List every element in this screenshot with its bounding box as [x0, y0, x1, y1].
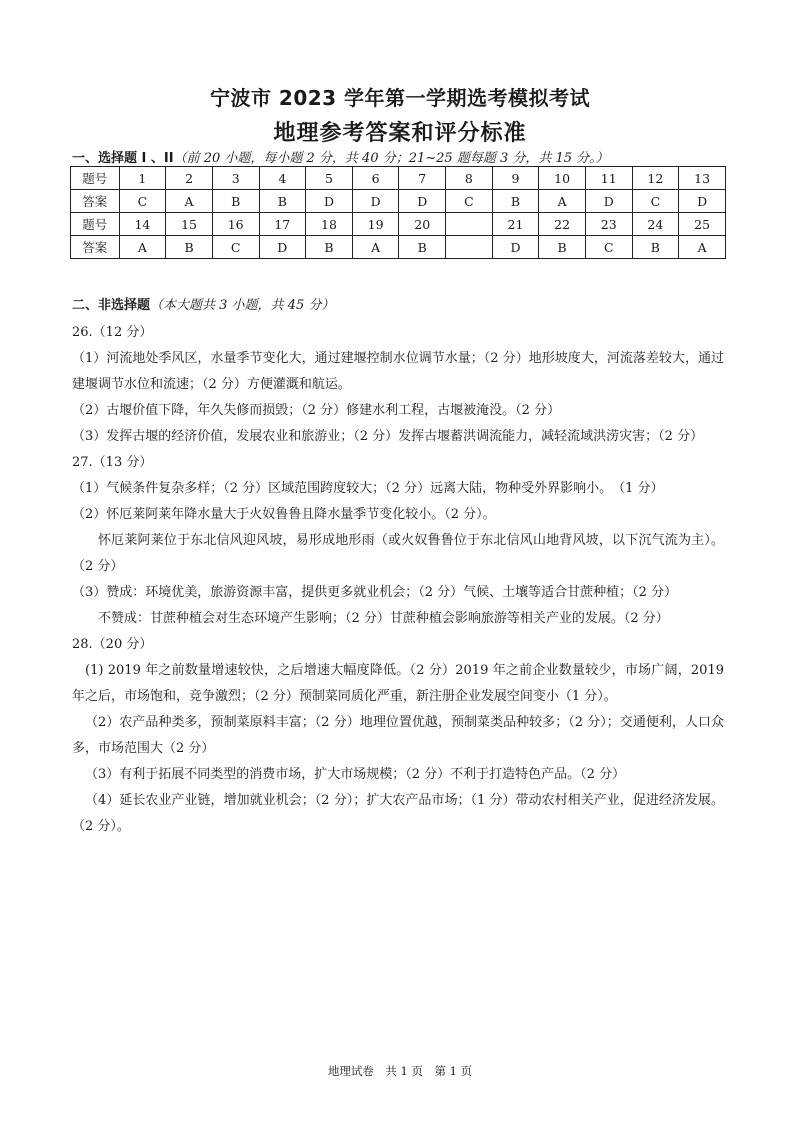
table-cell: D: [259, 236, 306, 259]
table-cell: 25: [679, 213, 726, 236]
table-cell: 3: [212, 167, 259, 190]
page-footer: 地理试卷 共 1 页 第 1 页: [327, 1064, 473, 1078]
table-cell: 10: [539, 167, 586, 190]
table-cell: D: [585, 190, 632, 213]
answer-paragraph: （1）河流地处季风区，水量季节变化大，通过建堰控制水位调节水量；（2 分）地形坡度大，河流落差较大，通过建堰调节水位和流速；（2 分）方便灌溉和航运。: [72, 351, 724, 392]
table-cell: C: [632, 190, 679, 213]
table-cell: B: [492, 190, 539, 213]
table-cell: 15: [166, 213, 213, 236]
table-cell: 9: [492, 167, 539, 190]
table-cell: 20: [399, 213, 446, 236]
table-cell: D: [679, 190, 726, 213]
answer-paragraph: （2）农产品种类多，预制菜原料丰富；（2 分）地理位置优越，预制菜类品种较多；（2 分）；交通便利，人口众多，市场范围大（2 分）: [72, 715, 724, 756]
table-cell: 答案: [71, 236, 120, 259]
answer-paragraph: (1) 2019 年之前数量增速较快，之后增速大幅度降低。（2 分）2019 年之前企业数量较少，市场广阔，2019 年之后，市场饱和，竞争激烈；（2 分）预制菜同质化严重，新注册企业发展空间变小（1 分）。: [72, 663, 724, 704]
table-cell: [446, 236, 493, 259]
table-cell: 13: [679, 167, 726, 190]
section1-heading: [72, 147, 609, 166]
table-row: [71, 167, 726, 190]
answer-paragraph: （2）古堰价值下降，年久失修而损毁；（2 分）修建水利工程，古堰被淹没。（2 分）: [72, 403, 561, 418]
table-cell: 12: [632, 167, 679, 190]
table-row: [71, 190, 726, 213]
table-cell: 17: [259, 213, 306, 236]
table-cell: B: [632, 236, 679, 259]
table-cell: 4: [259, 167, 306, 190]
answer-paragraph: （4）延长农业产业链，增加就业机会；（2 分）；扩大农产品市场；（1 分）带动农村相关产业，促进经济发展。（2 分）。: [72, 793, 724, 834]
table-cell: A: [539, 190, 586, 213]
answer-paragraph: （3）赞成：环境优美，旅游资源丰富，提供更多就业机会；（2 分）气候、土壤等适合甘蔗种植；（2 分）: [72, 585, 678, 600]
table-cell: B: [212, 190, 259, 213]
table-cell: 22: [539, 213, 586, 236]
exam-title: 宁波市 2023 学年第一学期选考模拟考试: [209, 86, 591, 110]
table-cell: D: [399, 190, 446, 213]
table-cell: A: [679, 236, 726, 259]
table-cell: [446, 213, 493, 236]
section1-note: （前 20 小题，每小题 2 分，共 40 分；21~25 题每题 3 分，共 15 分。）: [173, 151, 609, 166]
table-cell: D: [492, 236, 539, 259]
answer-table: [70, 166, 726, 259]
table-cell: 16: [212, 213, 259, 236]
section1-title: 一、选择题 I 、II: [72, 151, 174, 166]
table-cell: 21: [492, 213, 539, 236]
table-row: [71, 236, 726, 259]
table-cell: 1: [119, 167, 166, 190]
table-cell: A: [119, 236, 166, 259]
question-heading: 28.（20 分）: [72, 637, 153, 652]
table-cell: 11: [585, 167, 632, 190]
answer-paragraph: 怀厄莱阿莱位于东北信风迎风坡，易形成地形雨（或火奴鲁鲁位于东北信风山地背风坡，以下沉气流为主）。（2 分）: [72, 533, 724, 574]
question-heading: 26.（12 分）: [72, 325, 153, 340]
table-cell: B: [539, 236, 586, 259]
table-cell: 题号: [71, 213, 120, 236]
table-cell: D: [352, 190, 399, 213]
table-cell: B: [166, 236, 213, 259]
answer-paragraph: 不赞成：甘蔗种植会对生态环境产生影响；（2 分）甘蔗种植会影响旅游等相关产业的发展。（2 分）: [98, 611, 669, 626]
question-heading: 27.（13 分）: [72, 455, 153, 470]
table-cell: 题号: [71, 167, 120, 190]
table-cell: B: [259, 190, 306, 213]
table-cell: D: [306, 190, 353, 213]
section2-heading: [72, 294, 334, 313]
table-cell: 6: [352, 167, 399, 190]
table-cell: 18: [306, 213, 353, 236]
table-cell: C: [212, 236, 259, 259]
table-cell: 7: [399, 167, 446, 190]
section2-note: （本大题共 3 小题，共 45 分）: [150, 298, 335, 313]
table-cell: A: [166, 190, 213, 213]
table-cell: B: [306, 236, 353, 259]
answer-body: [72, 320, 724, 840]
answer-key-subtitle: 地理参考答案和评分标准: [273, 121, 527, 146]
table-cell: 24: [632, 213, 679, 236]
table-cell: C: [446, 190, 493, 213]
answer-paragraph: （3）有利于拓展不同类型的消费市场，扩大市场规模；（2 分）不利于打造特色产品。（2 分）: [85, 767, 626, 782]
table-row: [71, 213, 726, 236]
table-cell: B: [399, 236, 446, 259]
table-cell: 19: [352, 213, 399, 236]
table-cell: C: [585, 236, 632, 259]
answer-paragraph: （3）发挥古堰的经济价值，发展农业和旅游业；（2 分）发挥古堰蓄洪调流能力，减轻流域洪涝灾害；（2 分）: [72, 429, 704, 444]
answer-paragraph: （1）气候条件复杂多样；（2 分）区域范围跨度较大；（2 分）远离大陆，物种受外界影响小。 （1 分）: [72, 481, 664, 496]
answer-paragraph: （2）怀厄莱阿莱年降水量大于火奴鲁鲁且降水量季节变化较小。（2 分）。: [72, 507, 496, 522]
table-cell: 2: [166, 167, 213, 190]
table-cell: 8: [446, 167, 493, 190]
table-cell: 23: [585, 213, 632, 236]
table-cell: A: [352, 236, 399, 259]
table-cell: 14: [119, 213, 166, 236]
section2-title: 二、非选择题: [72, 298, 151, 313]
table-cell: 5: [306, 167, 353, 190]
table-cell: C: [119, 190, 166, 213]
table-cell: 答案: [71, 190, 120, 213]
